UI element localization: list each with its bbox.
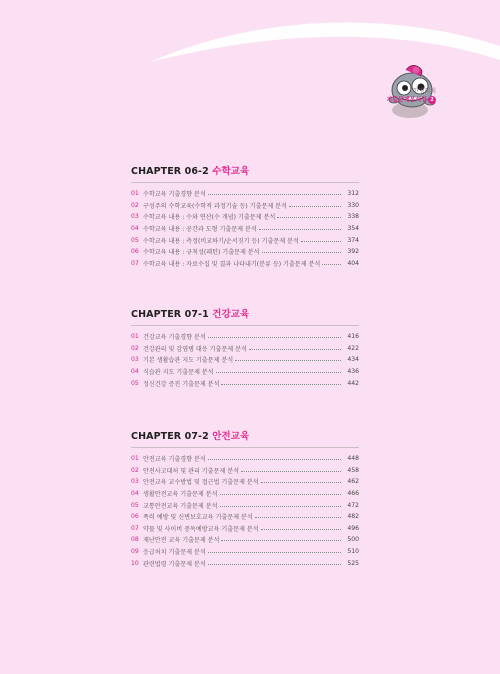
toc-entry-number: 06 [131, 248, 139, 256]
chapter-title: 수학교육 [212, 166, 250, 177]
toc-entry-title: 식습관 지도 기출문제 분석 [143, 369, 214, 377]
toc-entry[interactable] [131, 465, 359, 477]
toc-entry-title: 정신건강 증진 기출문제 분석 [143, 380, 220, 388]
dot-leader [221, 540, 341, 541]
toc-entry-title: 수학교육 내용 : 자료수집 및 결과 나타내기(분류 등) 기출문제 분석 [143, 260, 321, 268]
toc-entry-number: 06 [131, 513, 139, 521]
toc-entry-page: 338 [347, 213, 359, 221]
brand-author: 한영희의 [412, 88, 436, 95]
toc-entry[interactable] [131, 366, 359, 378]
toc-entry-number: 01 [131, 455, 139, 463]
toc-entry[interactable] [131, 488, 359, 500]
dot-leader [249, 349, 341, 350]
toc-entry-page: 466 [347, 490, 359, 498]
chapter-heading [131, 428, 359, 442]
dot-leader [261, 529, 341, 530]
toc-entry-title: 응급처치 기출문제 분석 [143, 549, 206, 557]
toc-entry-page: 434 [347, 356, 359, 364]
chapter-number: CHAPTER 07-2 [131, 431, 209, 442]
toc-entry-page: 496 [347, 524, 359, 532]
toc-entry-number: 05 [131, 379, 139, 387]
dot-leader [255, 517, 341, 518]
chapter-heading [131, 163, 359, 177]
chapter-number: CHAPTER 06-2 [131, 166, 209, 177]
toc-entry[interactable] [131, 534, 359, 546]
toc-entry-title: 안전교육 기출경향 분석 [143, 456, 206, 464]
toc-entry[interactable] [131, 188, 359, 200]
toc-list [131, 188, 359, 269]
toc-entry-page: 436 [347, 368, 359, 376]
toc-entry[interactable] [131, 246, 359, 258]
toc-entry-page: 312 [347, 190, 359, 198]
toc-entry-number: 07 [131, 524, 139, 532]
chapter-number: CHAPTER 07-1 [131, 309, 209, 320]
toc-entry[interactable] [131, 377, 359, 389]
toc-entry[interactable] [131, 453, 359, 465]
toc-entry-title: 관련법령 기출문제 분석 [143, 560, 206, 568]
dot-leader [208, 194, 341, 195]
toc-entry-number: 01 [131, 333, 139, 341]
dot-leader [220, 506, 341, 507]
toc-entry-number: 02 [131, 201, 139, 209]
toc-entry[interactable] [131, 557, 359, 569]
toc-entry-page: 392 [347, 248, 359, 256]
toc-entry-number: 04 [131, 225, 139, 233]
toc-entry-page: 448 [347, 455, 359, 463]
divider [131, 325, 359, 326]
toc-entry-number: 07 [131, 259, 139, 267]
toc-entry[interactable] [131, 258, 359, 270]
toc-entry-page: 416 [347, 333, 359, 341]
toc-entry-number: 10 [131, 559, 139, 567]
toc-entry[interactable] [131, 499, 359, 511]
dot-leader [235, 360, 341, 361]
toc-entry-title: 건강교육 기출경향 분석 [143, 334, 206, 342]
toc-entry-title: 약물 및 사이버 중독예방교육 기출문제 분석 [143, 525, 259, 533]
toc-entry[interactable] [131, 343, 359, 355]
dot-leader [208, 337, 341, 338]
toc-entry-title: 재난안전 교육 기출문제 분석 [143, 537, 220, 545]
chapter-07-2-section [131, 428, 359, 569]
toc-entry-number: 02 [131, 466, 139, 474]
dot-leader [277, 217, 341, 218]
toc-entry-title: 교통안전교육 기출문제 분석 [143, 502, 218, 510]
dot-leader [261, 482, 341, 483]
chapter-06-2-section [131, 163, 359, 269]
toc-entry-page: 482 [347, 513, 359, 521]
toc-list [131, 453, 359, 569]
dot-leader [241, 471, 341, 472]
toc-entry-page: 422 [347, 344, 359, 352]
brand-series-title: 기출문제분석집 2 [386, 96, 436, 105]
chapter-07-1-section [131, 306, 359, 389]
toc-entry-number: 03 [131, 213, 139, 221]
dot-leader [221, 384, 341, 385]
toc-entry-page: 525 [347, 559, 359, 567]
toc-entry-title: 수학교육 내용 : 공간과 도형 기출문제 분석 [143, 226, 257, 234]
dot-leader [259, 229, 341, 230]
toc-entry-number: 05 [131, 501, 139, 509]
chapter-title: 안전교육 [212, 431, 250, 442]
toc-entry[interactable] [131, 234, 359, 246]
toc-entry-page: 354 [347, 225, 359, 233]
toc-entry-page: 404 [347, 259, 359, 267]
toc-entry-number: 05 [131, 236, 139, 244]
toc-entry-title: 건강관리 및 감염병 대응 기출문제 분석 [143, 345, 247, 353]
volume-badge: 2 [428, 96, 436, 104]
toc-entry-title: 폭력 예방 및 신변보호교육 기출문제 분석 [143, 514, 253, 522]
toc-entry[interactable] [131, 354, 359, 366]
dot-leader [208, 552, 341, 553]
dot-leader [216, 372, 341, 373]
toc-entry[interactable] [131, 211, 359, 223]
toc-entry-title: 수학교육 내용 : 규칙성(패턴) 기출문제 분석 [143, 249, 260, 257]
chapter-heading [131, 306, 359, 320]
toc-entry[interactable] [131, 223, 359, 235]
toc-entry-title: 수학교육 내용 : 수와 연산(수 개념) 기출문제 분석 [143, 214, 276, 222]
toc-entry[interactable] [131, 331, 359, 343]
toc-entry-page: 510 [347, 548, 359, 556]
toc-entry[interactable] [131, 523, 359, 535]
toc-entry-title: 수학교육 기출경향 분석 [143, 191, 206, 199]
toc-entry[interactable] [131, 476, 359, 488]
chapter-title: 건강교육 [212, 309, 250, 320]
toc-entry-number: 02 [131, 344, 139, 352]
divider [131, 447, 359, 448]
toc-entry-page: 330 [347, 201, 359, 209]
toc-entry-title: 기본 생활습관 지도 기출문제 분석 [143, 357, 234, 365]
toc-entry-page: 442 [347, 379, 359, 387]
toc-entry-title: 생활안전교육 기출문제 분석 [143, 491, 218, 499]
toc-entry-number: 04 [131, 368, 139, 376]
dot-leader [262, 252, 341, 253]
toc-entry-title: 수학교육 내용 : 측정(비교하기/순서짓기 등) 기출문제 분석 [143, 237, 299, 245]
toc-entry-number: 03 [131, 478, 139, 486]
toc-entry-number: 04 [131, 490, 139, 498]
divider [131, 182, 359, 183]
dot-leader [322, 264, 341, 265]
dot-leader [208, 564, 341, 565]
toc-entry[interactable] [131, 511, 359, 523]
toc-entry-title: 안전교육 교수방법 및 접근법 기출문제 분석 [143, 479, 259, 487]
toc-entry[interactable] [131, 200, 359, 212]
toc-entry-number: 03 [131, 356, 139, 364]
dot-leader [301, 241, 341, 242]
toc-list [131, 331, 359, 389]
dot-leader [208, 459, 341, 460]
toc-entry-page: 462 [347, 478, 359, 486]
toc-entry-number: 01 [131, 190, 139, 198]
toc-entry[interactable] [131, 546, 359, 558]
toc-entry-number: 09 [131, 548, 139, 556]
dot-leader [289, 206, 341, 207]
toc-entry-title: 구성주의 수학교육(수학적 과정기술 등) 기출문제 분석 [143, 202, 287, 210]
dot-leader [220, 494, 341, 495]
toc-entry-page: 500 [347, 536, 359, 544]
toc-entry-page: 374 [347, 236, 359, 244]
toc-entry-page: 472 [347, 501, 359, 509]
toc-entry-title: 안전사고대처 및 관리 기출문제 분석 [143, 467, 240, 475]
toc-entry-number: 08 [131, 536, 139, 544]
book-brand [386, 88, 436, 105]
toc-entry-page: 458 [347, 466, 359, 474]
